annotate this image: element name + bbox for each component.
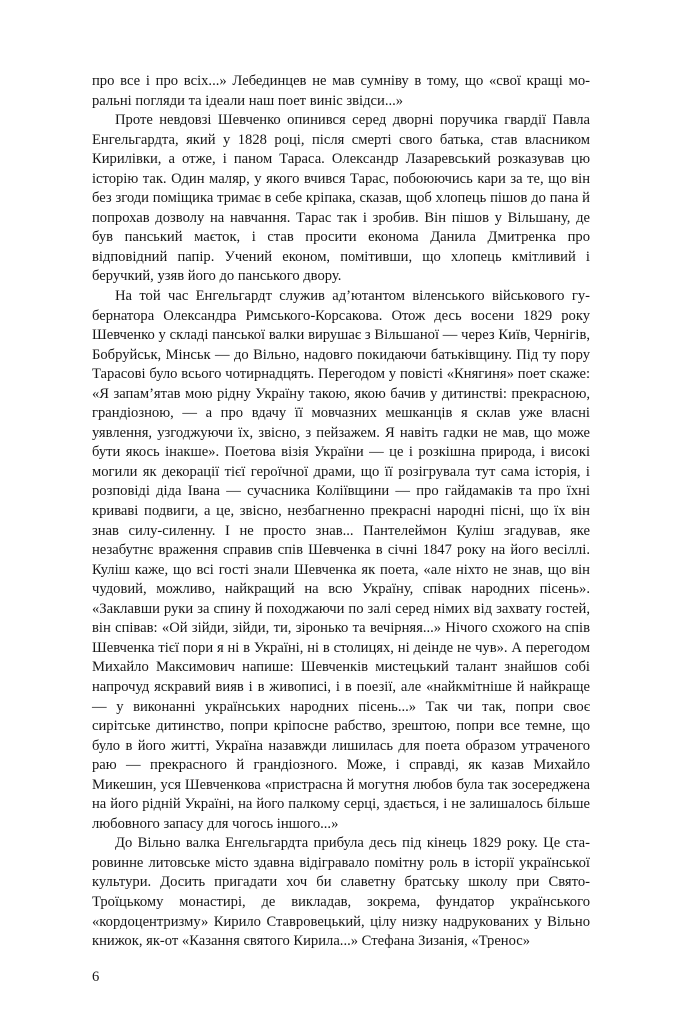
- page-body: [92, 72, 590, 952]
- paragraph: про все і про всіх...» Лебединцев не мав сумніву в тому, що «свої кращі моральні погляди та ідеали наш поет виніс звідси...»: [92, 73, 590, 109]
- paragraph: До Вільно валка Енгельгардта прибула десь під кінець 1829 року. Це старовинне литовське місто здавна відігравало помітну роль в історії української культури. Досить пригадати хоч би славетну братську школу при Свято-Троїцькому монастирі, де викладав, зокрема, фундатор українського «кордоцентризму» Кирило Ставровецький, цілу низку надрукованих у Вільно книжок, як-от «Казання святого Кирила...» Стефана Зизанія, «Тренос»: [92, 835, 590, 950]
- page-number: 6: [92, 969, 100, 985]
- paragraph: Проте невдовзі Шевченко опинився серед дворні поручика гвардії Павла Енгельгардта, який у 1828 році, після смерті свого батька, став власником Кирилівки, а отже, і паном Тараса. Олександр Лазаревський розказував цю історію так. Один маляр, у якого вчився Тарас, побоюючись кари за те, що він без згоди поміщика тримає в себе кріпака, сказав, щоб хлопець пішов до пана й попрохав дозволу на навчання. Тарас так і зробив. Він пішов у Вільшану, де був панський маєток, і став просити економа Данила Дмитренка про відповідний папір. Учений економ, помітивши, що хлопець кмітливий і беручкий, узяв його до панського двору.: [92, 112, 590, 285]
- paragraph: На той час Енгельгардт служив ад’ютантом віленського військового губернатора Олександра Римського-Корсакова. Отож десь восени 1829 року Шевченко у складі панської валки вирушає з Вільшаної — через Київ, Чернігів, Бобруйськ, Мінськ — до Вільно, надовго покидаючи батьківщину. Під ту пору Тарасові було всього чотирнадцять. Перегодом у повісті «Княгиня» поет скаже: «Я запам’ятав мою рідну Україну такою, якою бачив у дитинстві: прекрасною, грандіозною, — а про вдачу її мовчазних мешканців я склав уже власні уявлення, узгоджуючи їх, звісно, з пейзажем. Я навіть гадки не мав, що може бути якось інакше». Поетова візія України — це і розкішна природа, і високі могили як декорації тієї героїчної драми, що її розігрувала тут сама історія, і розповіді діда Івана — сучасника Коліївщини — про гайдамаків та про їхні криваві подвиги, а це, звісно, незбагненно прекрасні народні пісні, що їх він знав силу-силенну. І не просто знав... Пантелеймон Куліш згадував, яке незабутнє враження справив спів Шевченка в січні 1847 року на його весіллі. Куліш каже, що всі гості знали Шевченка як поета, «але ніхто не знав, що він чудовий, можливо, найкращий на всю Україну, співак народних пісень». «Заклавши руки за спину й походжаючи по залі серед німих від захвату гостей, він співав: «Ой зійди, зійди, ти, зіронько та вечірняя...» Нічого схожого на спів Шевченка тієї пори я ні в Україні, ні в столицях, ні деінде не чув». А перегодом Михайло Максимович напише: Шевченків мистецький талант знайшов собі напрочуд яскравий вияв і в живописі, і в поезії, але «найкмітніше й найкраще — у виконанні українських народних пісень...» Так чи так, попри своє сирітське дитинство, попри кріпосне рабство, зрештою, попри все темне, що було в його житті, Україна назавжди лишилась для поета образом утраченого раю — прекрасного й грандіозного. Може, і справді, як казав Михайло Микешин, уся Шевченкова «пристрасна й могутня любов була так зосереджена на його рідній Україні, на його палкому серці, здається, і не залишалось більше любовного запасу для чогось іншого...»: [92, 288, 590, 832]
